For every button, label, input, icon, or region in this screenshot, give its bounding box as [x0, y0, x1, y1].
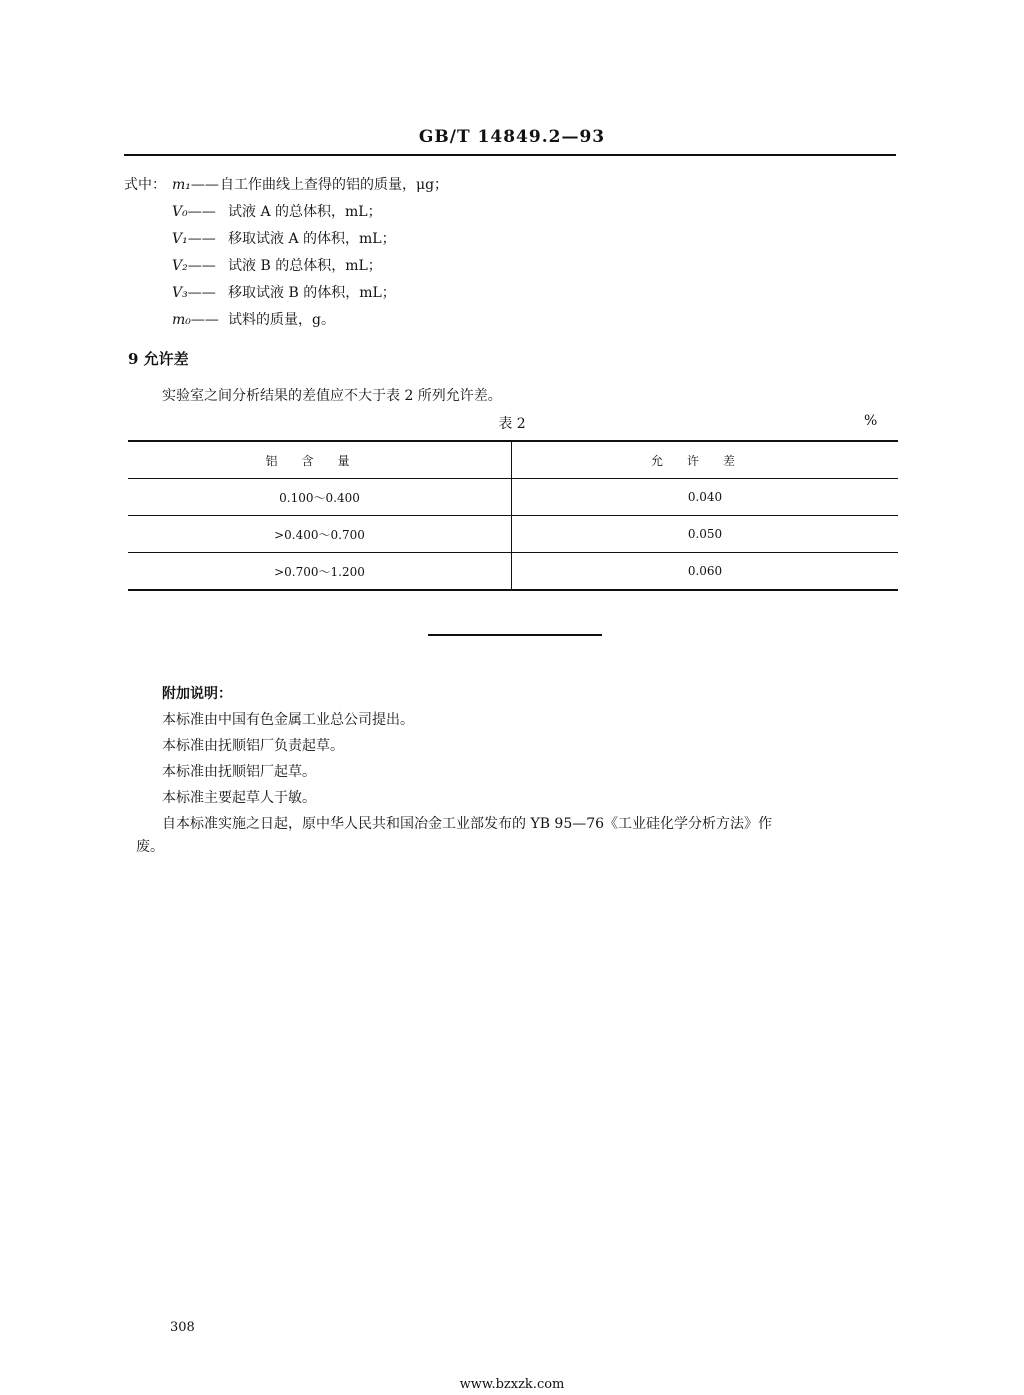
- definition-row: [124, 199, 448, 226]
- tolerance-table: [128, 440, 898, 591]
- notes-title: 附加说明：: [162, 686, 232, 702]
- table-unit: %: [864, 413, 878, 429]
- page-number: 308: [170, 1320, 195, 1335]
- definition-symbol: m₁——: [172, 177, 219, 193]
- column-header-aluminum-content: 铝含量: [128, 441, 512, 479]
- definition-row: [124, 172, 448, 199]
- definition-row: [124, 253, 448, 280]
- table-row: [128, 479, 898, 516]
- table-row: [128, 553, 898, 591]
- formula-definitions: [124, 172, 448, 334]
- definition-symbol: V₁——: [172, 231, 216, 247]
- section-paragraph: 实验室之间分析结果的差值应不大于表 2 所列允许差。: [162, 388, 502, 404]
- header-divider: [124, 154, 896, 156]
- section-heading: 9 允许差: [128, 350, 189, 368]
- table-cell: 0.040: [687, 490, 723, 504]
- definition-text: 自工作曲线上查得的铝的质量，μg；: [220, 177, 449, 193]
- table-cell: 0.100～0.400: [128, 479, 512, 516]
- definition-text: 试液 A 的总体积，mL；: [228, 204, 382, 220]
- column-header-tolerance: 允许差: [650, 453, 759, 468]
- table-caption: 表 2: [498, 416, 526, 432]
- notes-line-continuation: 废。: [136, 839, 164, 855]
- table-cell: >0.700～1.200: [128, 553, 512, 591]
- table-cell: 0.050: [687, 527, 723, 541]
- document-header: GB/T 14849.2—93: [418, 127, 606, 147]
- table-cell: 0.060: [687, 564, 723, 578]
- additional-notes: [162, 681, 772, 837]
- definition-symbol: V₃——: [172, 285, 216, 301]
- table-header-row: [128, 441, 898, 479]
- definition-row: [124, 280, 448, 307]
- definition-text: 试液 B 的总体积，mL；: [228, 258, 382, 274]
- table-row: [128, 516, 898, 553]
- notes-line: 自本标准实施之日起，原中华人民共和国冶金工业部发布的 YB 95—76《工业硅化学分析方法》作: [162, 816, 773, 832]
- definition-row: [124, 226, 448, 253]
- definitions-prefix: 式中：: [124, 177, 166, 193]
- end-divider: [428, 634, 602, 636]
- notes-line: 本标准由抚顺铝厂负责起草。: [162, 738, 344, 754]
- footer-url: www.bzxzk.com: [459, 1377, 565, 1392]
- definition-row: [124, 307, 448, 334]
- notes-line: 本标准主要起草人于敏。: [162, 790, 316, 806]
- notes-line: 本标准由抚顺铝厂起草。: [162, 764, 316, 780]
- definition-text: 移取试液 A 的体积，mL；: [228, 231, 396, 247]
- definition-symbol: V₂——: [172, 258, 216, 274]
- definition-text: 试料的质量，g。: [228, 312, 335, 328]
- definition-text: 移取试液 B 的体积，mL；: [228, 285, 396, 301]
- definition-symbol: V₀——: [172, 204, 216, 220]
- table-cell: >0.400～0.700: [128, 516, 512, 553]
- notes-line: 本标准由中国有色金属工业总公司提出。: [162, 712, 414, 728]
- definition-symbol: m₀——: [172, 312, 219, 328]
